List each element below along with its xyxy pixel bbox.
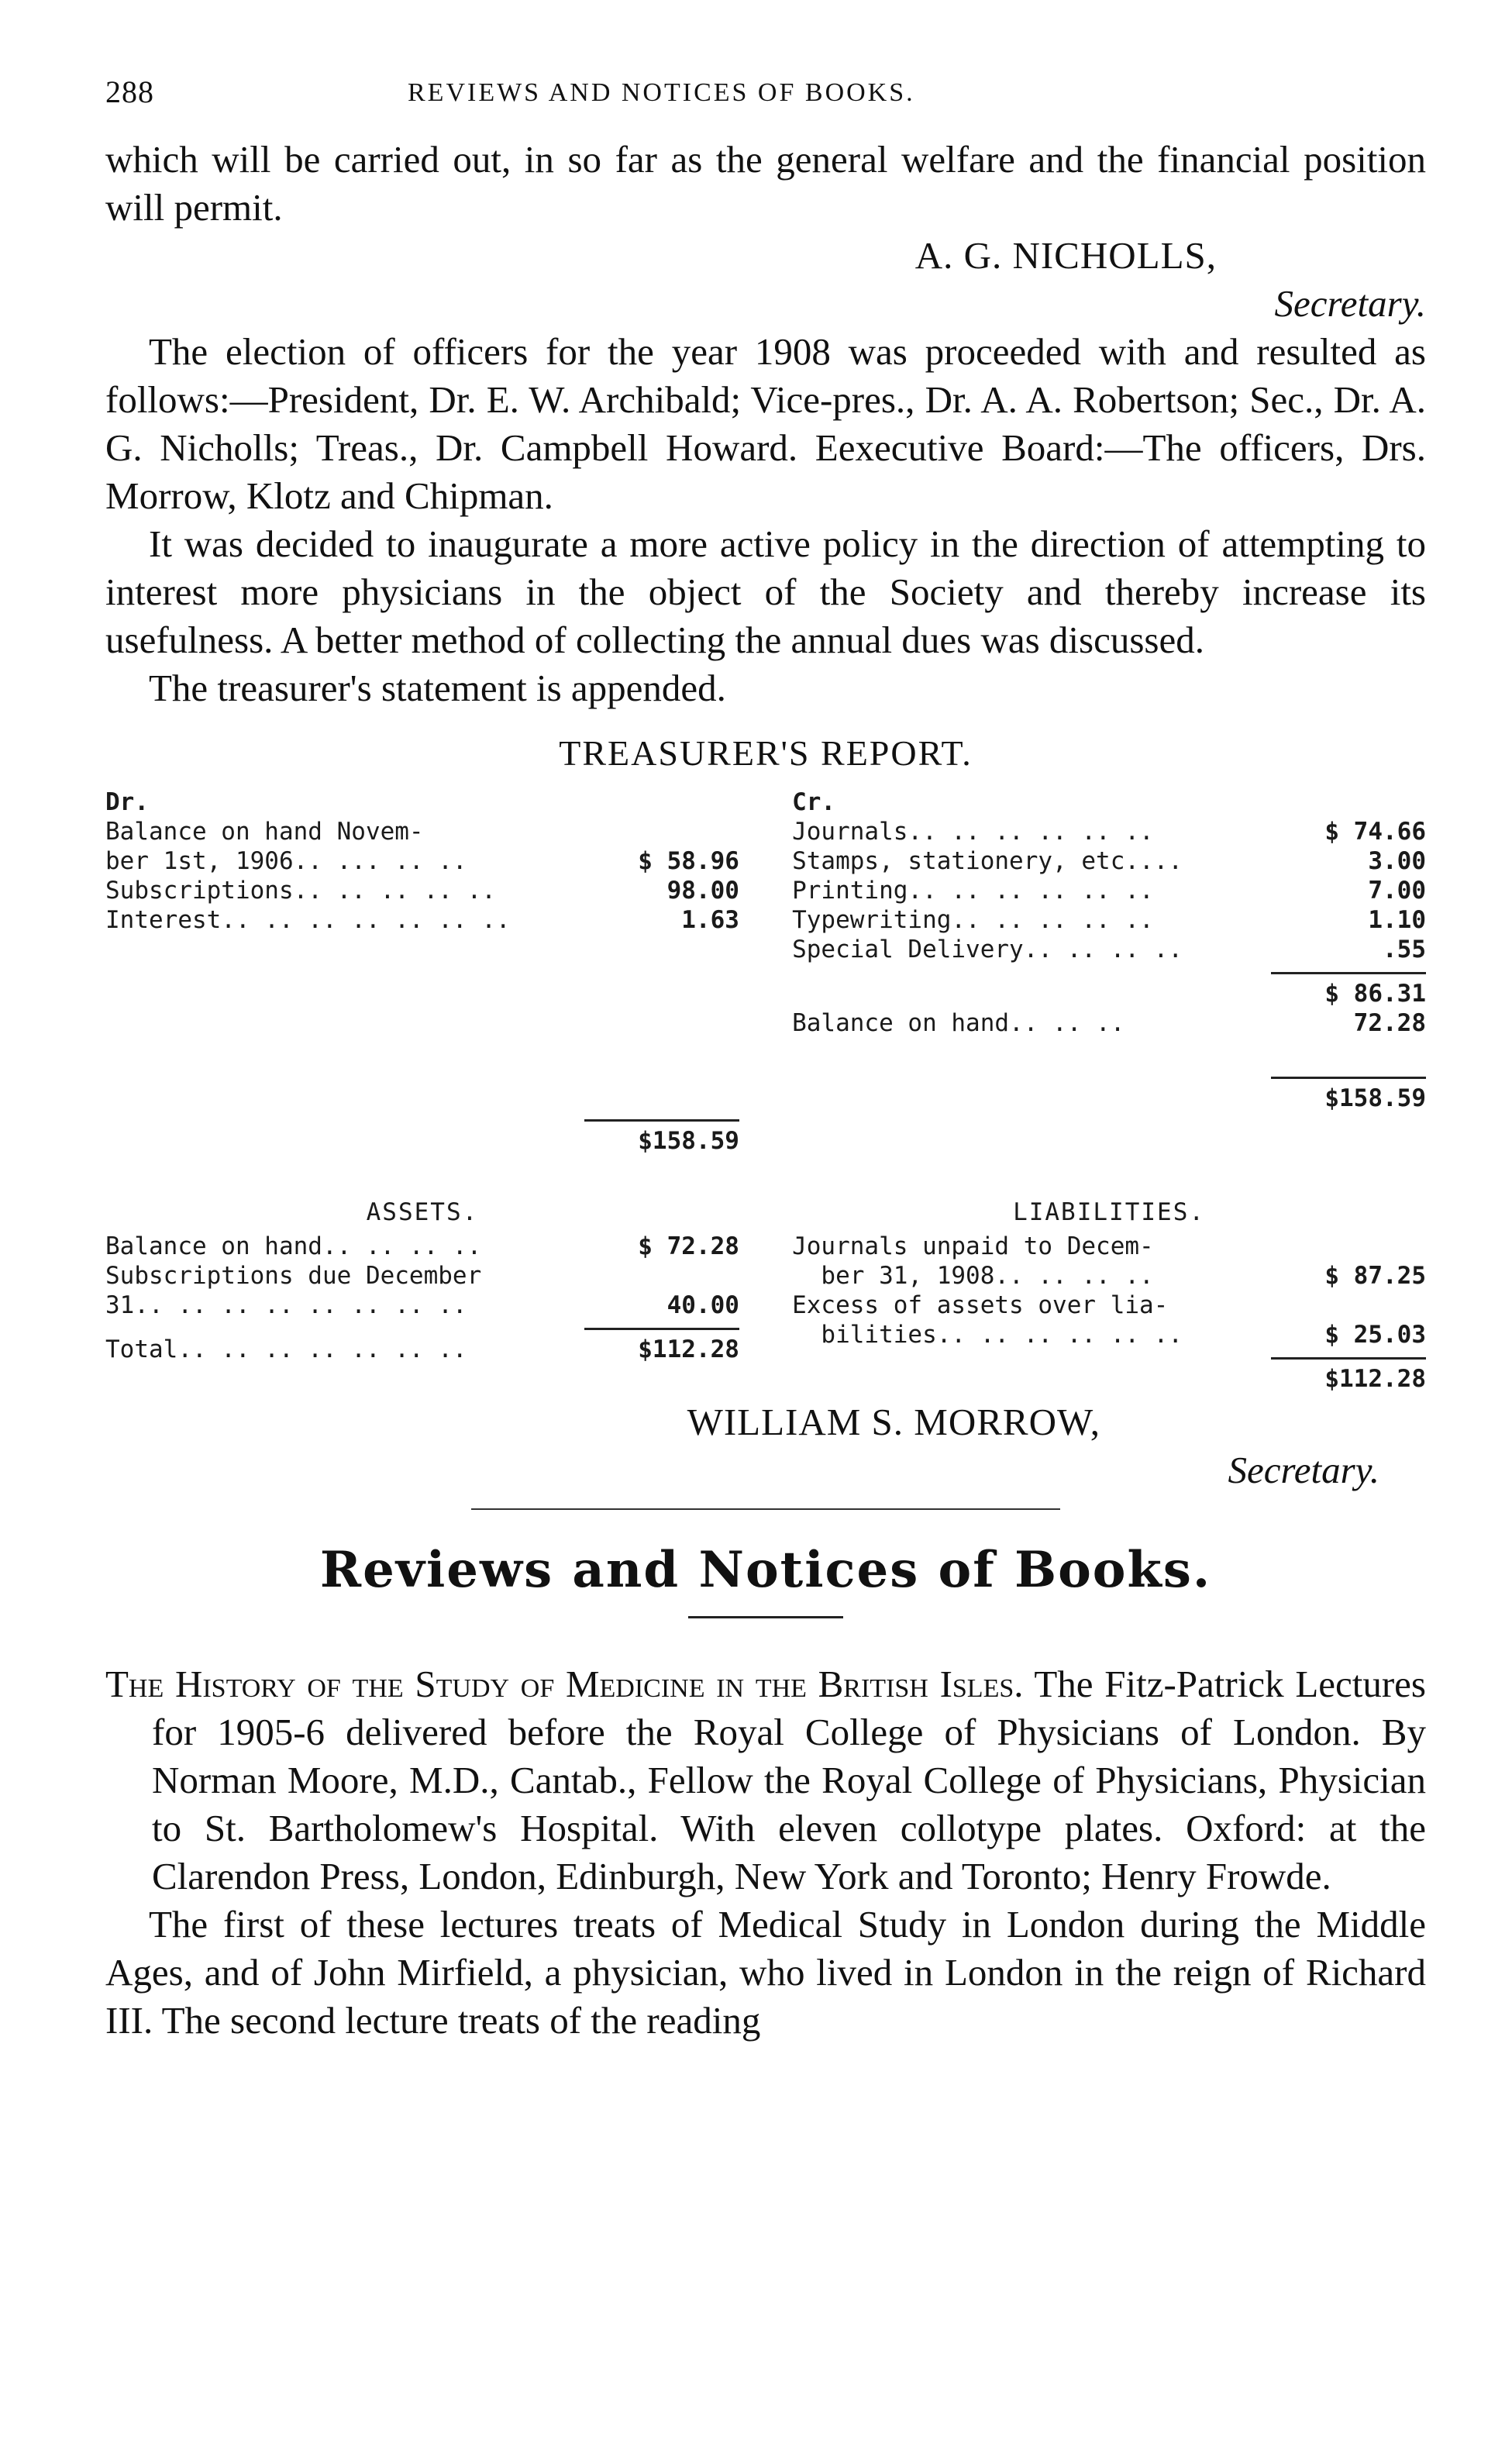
review-paragraph: The first of these lectures treats of Medical Study in London during the Middle Ages, and of John Mirfield, a physician, who lived in London in the reign of Richard III. The second lecture treats of the reading [105, 1903, 1426, 2042]
signature-name: WILLIAM S. MORROW, [687, 1401, 1100, 1443]
ledger-row: ber 31, 1908.. .. .. .. $ 87.25 [792, 1262, 1426, 1290]
ledger-row: bilities.. .. .. .. .. .. $ 25.03 [792, 1321, 1426, 1349]
credit-subtotal-row: $ 86.31 [1324, 980, 1426, 1008]
assets-liabilities [105, 1184, 1426, 1394]
liabilities-total-row: $112.28 [1324, 1365, 1426, 1393]
assets-column [105, 1184, 739, 1394]
sum-rule [1271, 1357, 1426, 1360]
sum-rule [1271, 1077, 1426, 1079]
sum-rule [584, 1328, 739, 1330]
ledger-row: Interest.. .. .. .. .. .. .. 1.63 [105, 906, 739, 934]
page-number: 288 [105, 74, 154, 109]
signature-title: Secretary. [1228, 1449, 1379, 1491]
signature-block-2 [105, 1398, 1426, 1494]
treasurer-ledger [105, 788, 1426, 1156]
ledger-row: Special Delivery.. .. .. .. .55 [792, 936, 1426, 963]
ledger-row: Subscriptions.. .. .. .. .. 98.00 [105, 877, 739, 905]
signature-name: A. G. NICHOLLS, [914, 234, 1217, 277]
debit-label: Dr. [105, 788, 149, 816]
ledger-row: Balance on hand Novem- [105, 818, 424, 846]
ledger-row: ber 1st, 1906.. ... .. .. $ 58.96 [105, 847, 739, 875]
debit-total-row: $158.59 [638, 1127, 739, 1155]
signature-title: Secretary. [1274, 282, 1426, 325]
ledger-row: Printing.. .. .. .. .. .. 7.00 [792, 877, 1426, 905]
ledger-row: Typewriting.. .. .. .. .. 1.10 [792, 906, 1426, 934]
section-divider [471, 1508, 1060, 1510]
assets-heading: ASSETS. [366, 1198, 479, 1226]
signature-block-1 [105, 232, 1426, 328]
assets-total-row: Total.. .. .. .. .. .. .. $112.28 [105, 1336, 739, 1363]
paragraph-statement: The treasurer's statement is appended. [149, 667, 726, 709]
book-title: The History of the Study of Medicine in the British Isles. [105, 1663, 1024, 1705]
credit-total-row: $158.59 [1324, 1084, 1426, 1112]
running-title: REVIEWS AND NOTICES OF BOOKS. [408, 78, 915, 107]
credit-column [792, 788, 1426, 1156]
debit-column [105, 788, 739, 1156]
sum-rule [1271, 972, 1426, 974]
paragraph-continued: which will be carried out, in so far as the general welfare and the financial position will permit. [105, 138, 1426, 229]
running-head [105, 74, 1426, 136]
title-underline [688, 1616, 843, 1618]
liabilities-heading: LIABILITIES. [1013, 1198, 1206, 1226]
book-entry [105, 1660, 1426, 1901]
liabilities-column [792, 1184, 1426, 1394]
section-title: Reviews and Notices of Books. [319, 1541, 1212, 1599]
ledger-row: 31.. .. .. .. .. .. .. .. 40.00 [105, 1291, 739, 1319]
sum-rule [584, 1119, 739, 1122]
ledger-row: Balance on hand.. .. .. .. $ 72.28 [105, 1232, 739, 1260]
treasurer-report-heading: TREASURER'S REPORT. [559, 733, 973, 773]
ledger-row: Subscriptions due December [105, 1262, 482, 1290]
credit-label: Cr. [792, 788, 836, 816]
paragraph-policy: It was decided to inaugurate a more active policy in the direction of attempting to interest more physicians in the object of the Society and thereby increase its usefulness. A better method of collecting the annual dues was discussed. [105, 522, 1426, 661]
book-details: The Fitz-Patrick Lectures for 1905-6 delivered before the Royal College of Physicians of London. By Norman Moore, M.D., Cantab., Fellow the Royal College of Physicians, Physician to St. Bartholomew's Hospital. With eleven collotype plates. Oxford: at the Clarendon Press, London, Edinburgh, New York and Toronto; Henry Frowde. [152, 1663, 1426, 1897]
ledger-row: Excess of assets over lia- [792, 1291, 1169, 1319]
paragraph-election: The election of officers for the year 1908 was proceeded with and resulted as follows:—President, Dr. E. W. Archibald; Vice-pres., Dr. A. A. Robertson; Sec., Dr. A. G. Nicholls; Treas., Dr. Campbell Howard. Eexecutive Board:—The officers, Drs. Morrow, Klotz and Chipman. [105, 330, 1426, 517]
book-page [105, 74, 1426, 2045]
ledger-row: Journals unpaid to Decem- [792, 1232, 1154, 1260]
credit-balance-row: Balance on hand.. .. .. 72.28 [792, 1009, 1426, 1037]
ledger-row: Stamps, stationery, etc.... 3.00 [792, 847, 1426, 875]
ledger-row: Journals.. .. .. .. .. .. $ 74.66 [792, 818, 1426, 846]
